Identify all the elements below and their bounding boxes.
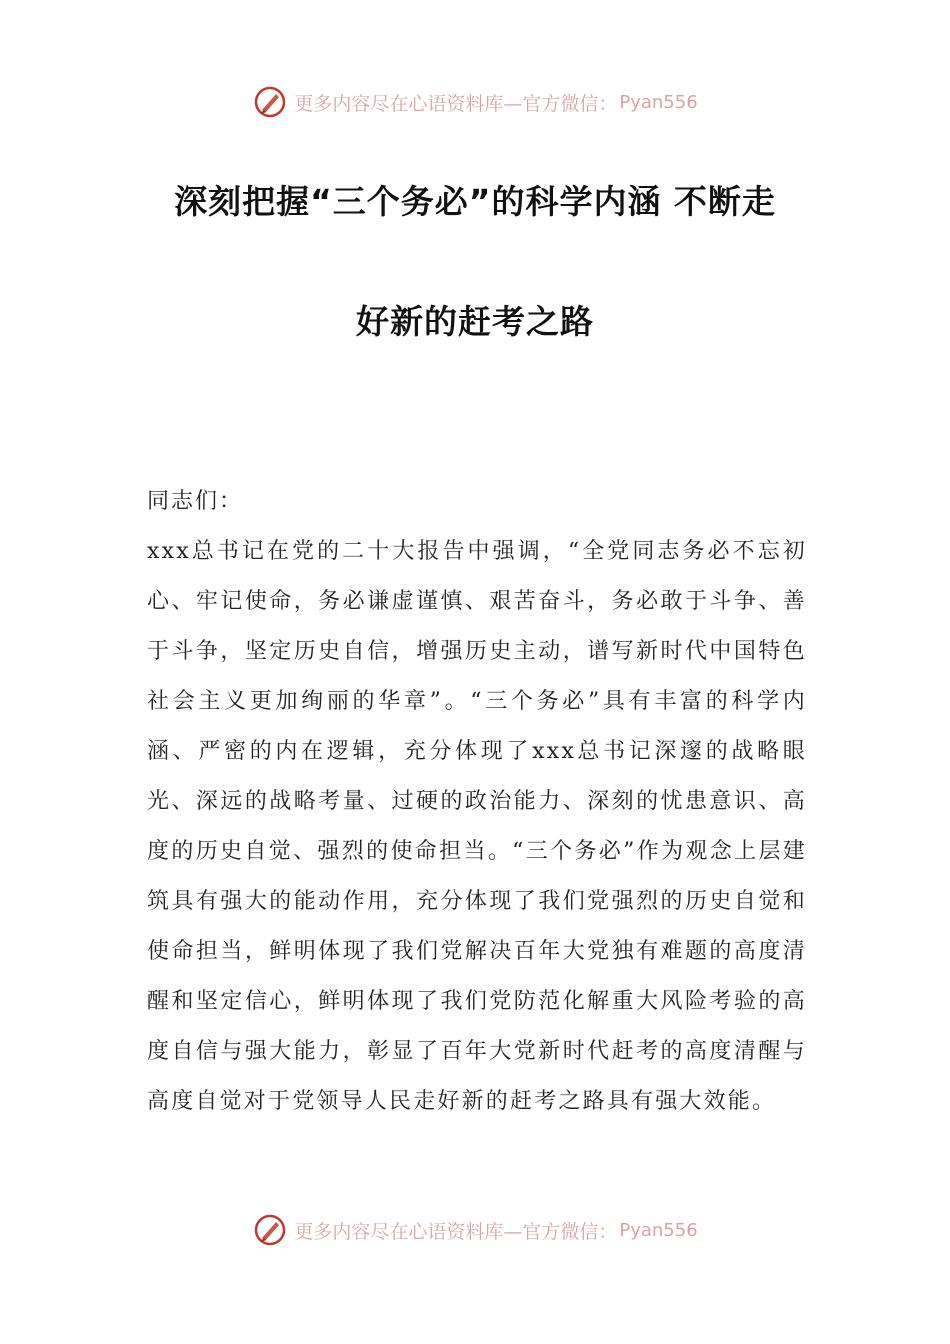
watermark-text: 更多内容尽在心语资料库—官方微信：	[294, 1220, 618, 1243]
document-title-line-1: 深刻把握“三个务必”的科学内涵 不断走	[174, 182, 776, 221]
footer-watermark	[0, 1210, 950, 1250]
document-body	[147, 477, 807, 1127]
watermark-wechat-id: Pyan556	[619, 91, 698, 113]
document-title-line-2: 好新的赶考之路	[356, 302, 594, 341]
watermark-wechat-id: Pyan556	[619, 1219, 698, 1241]
header-watermark	[0, 82, 950, 122]
pen-logo-icon	[252, 84, 288, 120]
watermark-text: 更多内容尽在心语资料库—官方微信：	[294, 92, 618, 115]
pen-logo-icon	[252, 1212, 288, 1248]
greeting: 同志们：	[147, 489, 244, 514]
body-paragraph: xxx总书记在党的二十大报告中强调，“全党同志务必不忘初心、牢记使命，务必谦虚谨慎、艰苦奋斗，务必敢于斗争、善于斗争，坚定历史自信，增强历史主动，谱写新时代中国特色社会主义更加绚丽的华章”。“三个务必”具有丰富的科学内涵、严密的内在逻辑，充分体现了xxx总书记深邃的战略眼光、深远的战略考量、过硬的政治能力、深刻的忧患意识、高度的历史自觉、强烈的使命担当。“三个务必”作为观念上层建筑具有强大的能动作用，充分体现了我们党强烈的历史自觉和使命担当，鲜明体现了我们党解决百年大党独有难题的高度清醒和坚定信心，鲜明体现了我们党防范化解重大风险考验的高度自信与强大能力，彰显了百年大党新时代赶考的高度清醒与高度自觉对于党领导人民走好新的赶考之路具有强大效能。	[147, 539, 807, 1114]
